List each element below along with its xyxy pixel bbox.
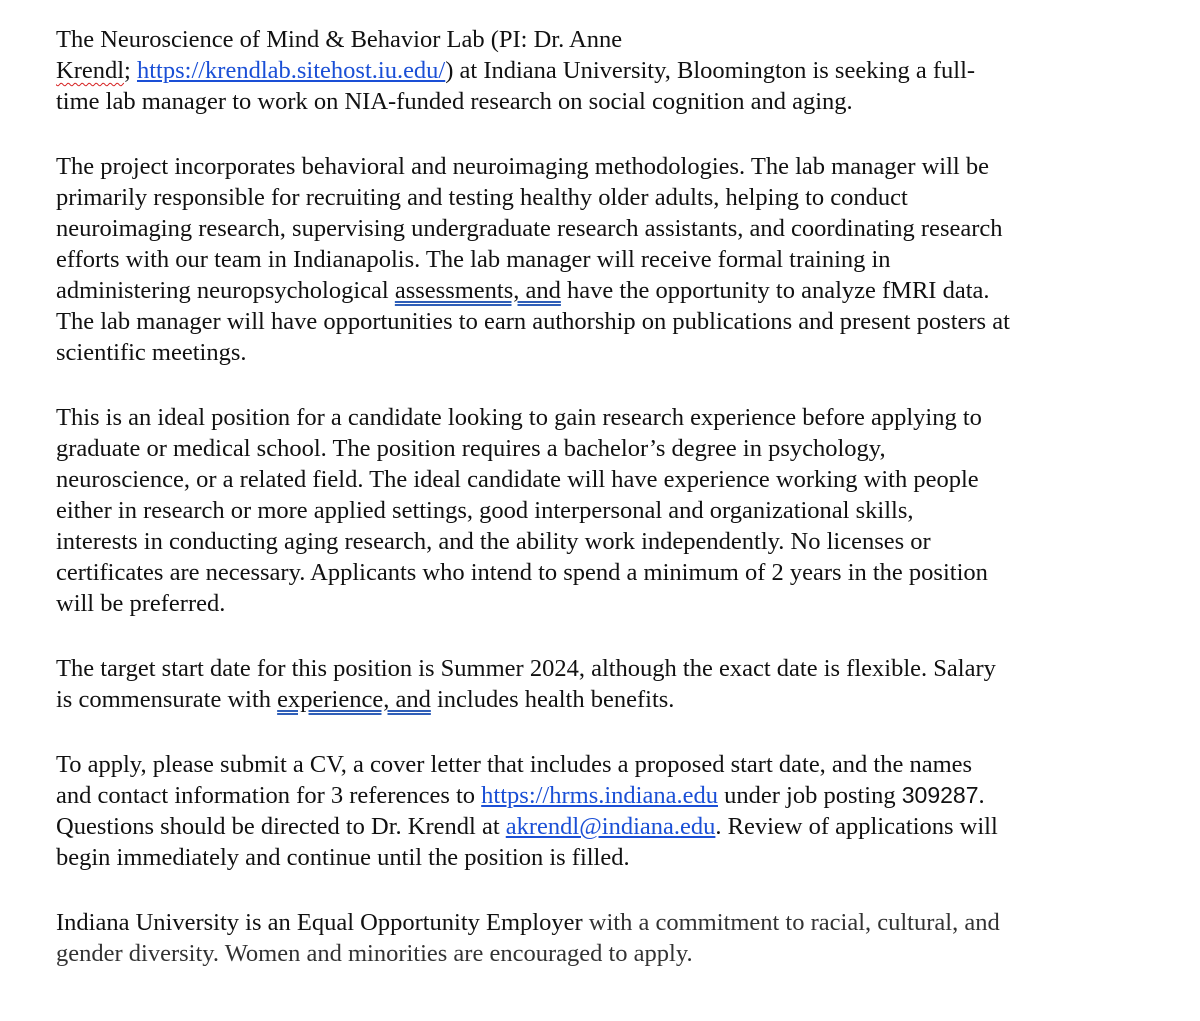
text-line: neuroimaging research, supervising undergraduate research assistants, and coordinating research (56, 215, 1003, 242)
text-line: graduate or medical school. The position requires a bachelor’s degree in psychology, (56, 435, 886, 462)
text-line: begin immediately and continue until the position is filled. (56, 844, 630, 871)
project-paragraph (56, 151, 1181, 368)
text-line: certificates are necessary. Applicants who intend to spend a minimum of 2 years in the position (56, 559, 988, 586)
text-line (56, 684, 1181, 715)
text-run: and contact information for 3 references to (56, 782, 482, 809)
job-posting-number: 309287 (901, 782, 979, 808)
text-line (56, 811, 1181, 842)
hrms-link[interactable]: https://hrms.indiana.edu (481, 782, 718, 809)
text-line: This is an ideal position for a candidate looking to gain research experience before applying to (56, 404, 982, 431)
text-run: is commensurate with (56, 686, 278, 713)
lab-website-link[interactable]: https://krendlab.sitehost.iu.edu/ (136, 57, 446, 84)
text-line (56, 275, 1181, 306)
intro-paragraph (56, 24, 1181, 117)
grammar-flagged-text: experience, and (277, 686, 431, 713)
text-line: The Neuroscience of Mind & Behavior Lab (PI: Dr. Anne (56, 26, 623, 53)
candidate-paragraph (56, 402, 1181, 619)
text-line: The target start date for this position is Summer 2024, although the exact date is flexible. Salary (56, 655, 996, 682)
text-line (56, 780, 1181, 811)
text-line: gender diversity. Women and minorities are encouraged to apply. (56, 940, 693, 967)
text-line: scientific meetings. (56, 339, 247, 366)
text-line: The project incorporates behavioral and neuroimaging methodologies. The lab manager will be (56, 153, 989, 180)
job-posting-document (56, 24, 1181, 1003)
text-run: . (978, 782, 985, 809)
grammar-flagged-text: assessments, and (394, 277, 561, 304)
text-run: ) at Indiana University, Bloomington is seeking a full- (445, 57, 976, 84)
apply-paragraph (56, 749, 1181, 873)
text-run: under job posting (717, 782, 902, 809)
text-line: primarily responsible for recruiting and testing healthy older adults, helping to conduct (56, 184, 908, 211)
text-line: neuroscience, or a related field. The ideal candidate will have experience working with people (56, 466, 979, 493)
email-link[interactable]: akrendl@indiana.edu (505, 813, 716, 840)
eoe-paragraph (56, 907, 1181, 969)
text-line: time lab manager to work on NIA-funded research on social cognition and aging. (56, 88, 853, 115)
text-line: To apply, please submit a CV, a cover letter that includes a proposed start date, and the names (56, 751, 973, 778)
text-run: includes health benefits. (430, 686, 675, 713)
text-line: will be preferred. (56, 590, 226, 617)
text-line: either in research or more applied settings, good interpersonal and organizational skills, (56, 497, 914, 524)
text-line: efforts with our team in Indianapolis. The lab manager will receive formal training in (56, 246, 891, 273)
text-line (56, 55, 1181, 86)
eoe-statement: Indiana University is an Equal Opportunity Employer (56, 909, 583, 936)
text-line: interests in conducting aging research, and the ability work independently. No licenses or (56, 528, 931, 555)
pi-name: Krendl (56, 57, 125, 84)
text-line: The lab manager will have opportunities to earn authorship on publications and present posters at (56, 308, 1010, 335)
start-date-paragraph (56, 653, 1181, 715)
text-line (56, 907, 1181, 938)
text-run: with a commitment to racial, cultural, and (582, 909, 1000, 936)
text-run: Questions should be directed to Dr. Krendl at (56, 813, 506, 840)
separator: ; (124, 57, 137, 84)
text-run: . Review of applications will (715, 813, 998, 840)
text-run: administering neuropsychological (56, 277, 395, 304)
text-run: have the opportunity to analyze fMRI data. (560, 277, 990, 304)
